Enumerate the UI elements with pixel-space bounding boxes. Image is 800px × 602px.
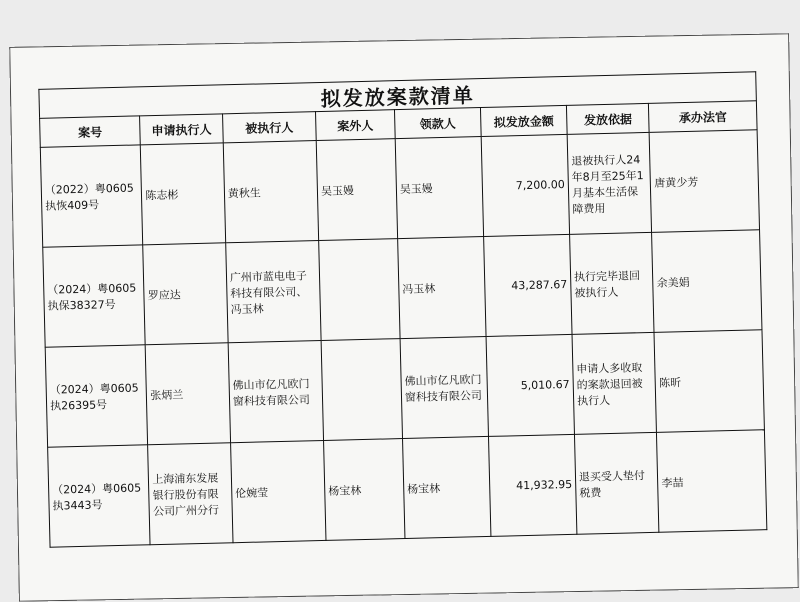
cell-respondent: 广州市蓝电电子科技有限公司、冯玉林 xyxy=(226,241,322,343)
cell-applicant: 张炳兰 xyxy=(146,343,231,445)
cell-payee: 佛山市亿凡欧门窗科技有限公司 xyxy=(400,336,488,438)
table-row xyxy=(48,430,767,547)
header-judge: 承办法官 xyxy=(649,101,757,133)
cell-judge: 陈昕 xyxy=(654,330,764,433)
cell-case-no: （2022）粤0605执恢409号 xyxy=(40,145,143,247)
cell-case-no: （2024）粤0605执3443号 xyxy=(48,445,151,547)
cell-applicant: 上海浦东发展银行股份有限公司广州分行 xyxy=(148,443,233,545)
cell-outsider: 杨宝林 xyxy=(324,439,405,541)
cell-respondent: 黄秋生 xyxy=(223,141,319,243)
cell-amount: 41,932.95 xyxy=(488,434,576,536)
cell-case-no: （2024）粤0605执26395号 xyxy=(45,345,148,447)
header-payee: 领款人 xyxy=(394,108,481,139)
cell-basis: 退买受人垫付税费 xyxy=(574,432,659,534)
cell-judge: 唐黄少芳 xyxy=(650,130,760,233)
header-outsider: 案外人 xyxy=(316,110,396,141)
header-respondent: 被执行人 xyxy=(222,112,316,143)
payment-list-table xyxy=(39,100,767,547)
cell-amount: 43,287.67 xyxy=(484,234,572,336)
table-row xyxy=(45,330,764,447)
cell-basis: 执行完毕退回被执行人 xyxy=(570,232,655,334)
header-case-no: 案号 xyxy=(40,116,141,147)
document-table-sheet xyxy=(38,71,767,558)
table-row xyxy=(40,130,759,247)
cell-applicant: 陈志彬 xyxy=(141,143,226,245)
cell-respondent: 佛山市亿凡欧门窗科技有限公司 xyxy=(228,341,324,443)
cell-amount: 5,010.67 xyxy=(486,334,574,436)
cell-respondent: 伦婉莹 xyxy=(230,440,326,542)
table-row xyxy=(43,230,762,347)
cell-case-no: （2024）粤0605执保38327号 xyxy=(43,245,146,347)
cell-applicant: 罗应达 xyxy=(143,243,228,345)
header-basis: 发放依据 xyxy=(566,103,649,134)
header-amount: 拟发放金额 xyxy=(480,105,567,136)
cell-outsider: 吴玉嫚 xyxy=(316,139,397,241)
cell-basis: 申请人多收取的案款退回被执行人 xyxy=(572,332,657,434)
header-applicant: 申请执行人 xyxy=(140,114,223,145)
cell-payee: 杨宝林 xyxy=(402,436,490,538)
page-title: 拟发放案款清单 xyxy=(38,71,756,118)
cell-amount: 7,200.00 xyxy=(481,134,569,236)
cell-basis: 退被执行人24年8月至25年1月基本生活保障费用 xyxy=(567,132,652,234)
cell-judge: 李喆 xyxy=(657,430,767,533)
cell-payee: 吴玉嫚 xyxy=(395,137,483,239)
cell-judge: 余美娟 xyxy=(652,230,762,333)
cell-payee: 冯玉林 xyxy=(398,237,486,339)
cell-outsider xyxy=(319,239,400,341)
cell-outsider xyxy=(321,339,402,441)
